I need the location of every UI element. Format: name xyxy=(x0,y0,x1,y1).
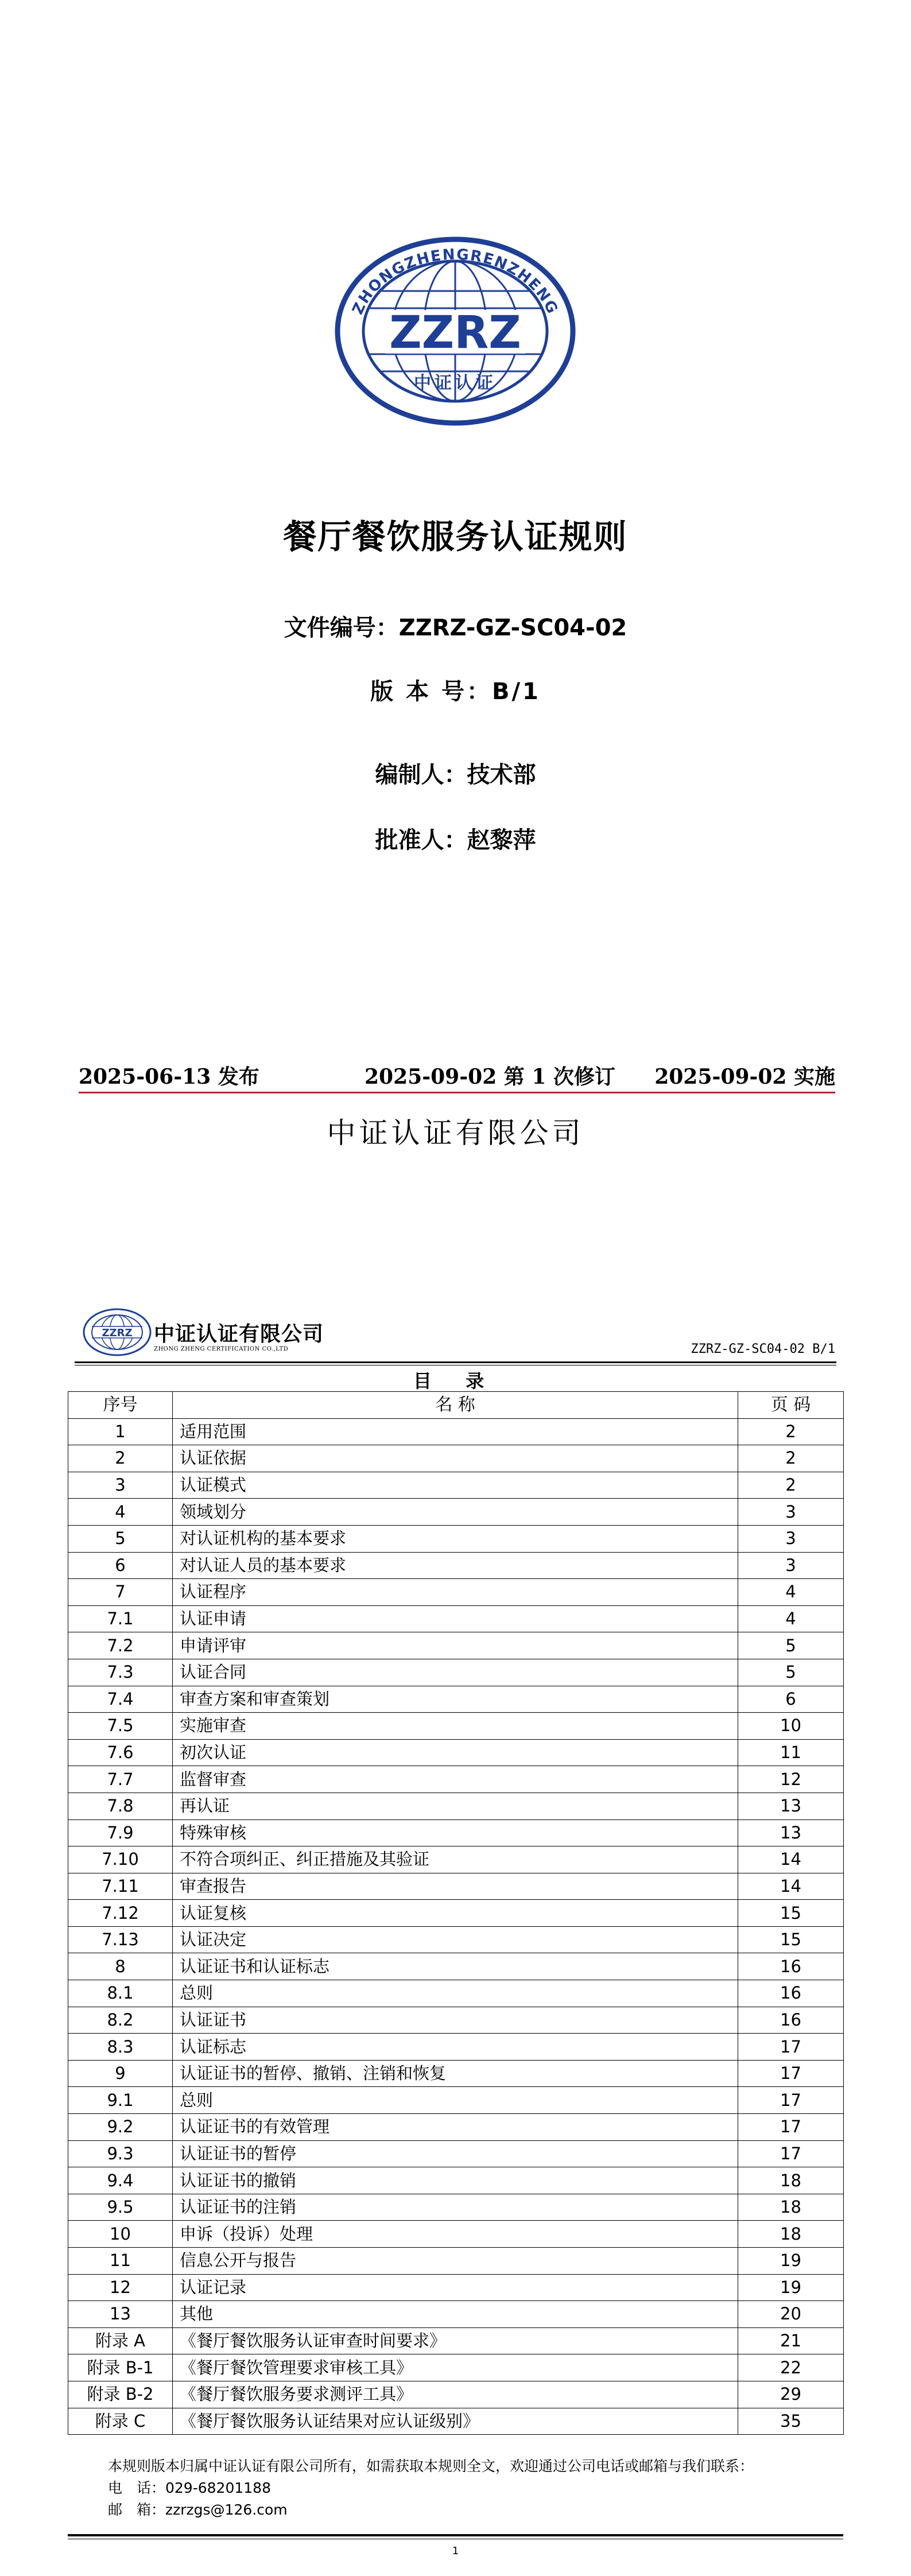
toc-row-title: 不符合项纠正、纠正措施及其验证 xyxy=(173,1846,738,1873)
logo-bottom-text: 中证认证 xyxy=(414,373,497,393)
document-author: 编制人：技术部 xyxy=(375,762,536,788)
toc-row-page: 15 xyxy=(738,1926,844,1953)
toc-row xyxy=(68,2221,844,2248)
cover-page xyxy=(0,0,911,1263)
toc-heading: 目 录 xyxy=(413,1370,498,1392)
toc-row-page: 16 xyxy=(738,2007,844,2034)
toc-row xyxy=(68,2087,844,2114)
toc-row-number: 5 xyxy=(68,1525,173,1552)
toc-body xyxy=(68,1418,844,2435)
toc-row-page: 14 xyxy=(738,1846,844,1873)
toc-row-number: 8.1 xyxy=(68,1980,173,2007)
toc-row-title: 认证复核 xyxy=(173,1900,738,1927)
toc-row-page: 4 xyxy=(738,1605,844,1632)
toc-row xyxy=(68,2034,844,2061)
effective-date: 2025-09-02 实施 xyxy=(654,1065,835,1089)
toc-row-title: 认证证书的注销 xyxy=(173,2194,738,2221)
toc-row-number: 7.6 xyxy=(68,1739,173,1766)
toc-row-number: 7.13 xyxy=(68,1926,173,1953)
toc-row xyxy=(68,1766,844,1793)
toc-row-title: 信息公开与报告 xyxy=(173,2248,738,2275)
toc-row xyxy=(68,1552,844,1579)
toc-row xyxy=(68,1980,844,2007)
toc-row-page: 18 xyxy=(738,2194,844,2221)
toc-row xyxy=(68,2327,844,2354)
toc-row-number: 7 xyxy=(68,1579,173,1606)
toc-row-title: 申请评审 xyxy=(173,1632,738,1659)
toc-row-number: 8.2 xyxy=(68,2007,173,2034)
toc-row-title: 认证标志 xyxy=(173,2034,738,2061)
toc-row-page: 13 xyxy=(738,1820,844,1846)
toc-row xyxy=(68,1713,844,1740)
toc-row-page: 19 xyxy=(738,2274,844,2301)
toc-row-page: 17 xyxy=(738,2114,844,2141)
toc-row-title: 认证证书的有效管理 xyxy=(173,2114,738,2141)
toc-row-title: 《餐厅餐饮服务认证结果对应认证级别》 xyxy=(173,2408,738,2435)
toc-row xyxy=(68,1846,844,1873)
toc-row-title: 认证依据 xyxy=(173,1445,738,1472)
toc-row-number: 7.7 xyxy=(68,1766,173,1793)
toc-row xyxy=(68,1900,844,1927)
toc-row-page: 19 xyxy=(738,2248,844,2275)
logo-center-text: ZZRZ xyxy=(389,307,521,359)
toc-row-title: 特殊审核 xyxy=(173,1820,738,1846)
footer-email: 邮 箱：zzrzgs@126.com xyxy=(108,2501,288,2518)
toc-row xyxy=(68,1418,844,1445)
toc-row-number: 11 xyxy=(68,2248,173,2275)
toc-row-title: 总则 xyxy=(173,1980,738,2007)
toc-row-number: 9.4 xyxy=(68,2167,173,2194)
document-approver: 批准人：赵黎萍 xyxy=(375,827,536,854)
toc-row xyxy=(68,1873,844,1900)
toc-header-row xyxy=(68,1392,844,1419)
toc-row-page: 35 xyxy=(738,2408,844,2435)
document-title: 餐厅餐饮服务认证规则 xyxy=(283,517,628,556)
toc-row xyxy=(68,2408,844,2435)
toc-row-title: 认证证书 xyxy=(173,2007,738,2034)
footer-copyright: 本规则版本归属中证认证有限公司所有，如需获取本规则全文，欢迎通过公司电话或邮箱与我们联系： xyxy=(108,2458,754,2474)
toc-row-number: 8 xyxy=(68,1953,173,1980)
release-date: 2025-06-13 发布 xyxy=(79,1065,259,1089)
toc-row xyxy=(68,1525,844,1552)
toc-row-page: 10 xyxy=(738,1713,844,1740)
toc-row-title: 认证模式 xyxy=(173,1472,738,1499)
toc-row-page: 6 xyxy=(738,1686,844,1713)
cover-divider xyxy=(79,1092,835,1093)
toc-row-page: 11 xyxy=(738,1739,844,1766)
toc-row-page: 17 xyxy=(738,2034,844,2061)
toc-row xyxy=(68,1632,844,1659)
toc-row-title: 总则 xyxy=(173,2087,738,2114)
toc-row-title: 认证证书和认证标志 xyxy=(173,1953,738,1980)
toc-row xyxy=(68,1739,844,1766)
toc-row-number: 8.3 xyxy=(68,2034,173,2061)
toc-row-number: 7.10 xyxy=(68,1846,173,1873)
toc-row-number: 7.3 xyxy=(68,1659,173,1686)
toc-row-number: 2 xyxy=(68,1445,173,1472)
toc-row-number: 12 xyxy=(68,2274,173,2301)
toc-row-title: 认证决定 xyxy=(173,1926,738,1953)
toc-row-number: 附录 B-2 xyxy=(68,2381,173,2408)
toc-row xyxy=(68,1445,844,1472)
toc-row xyxy=(68,2060,844,2087)
toc-row xyxy=(68,1686,844,1713)
toc-row-page: 3 xyxy=(738,1552,844,1579)
toc-row xyxy=(68,2007,844,2034)
toc-row-page: 2 xyxy=(738,1472,844,1499)
toc-row-number: 7.11 xyxy=(68,1873,173,1900)
toc-row xyxy=(68,2274,844,2301)
toc-row-page: 18 xyxy=(738,2167,844,2194)
toc-row-number: 7.1 xyxy=(68,1605,173,1632)
toc-row-title: 对认证机构的基本要求 xyxy=(173,1525,738,1552)
toc-row xyxy=(68,1953,844,1980)
toc-row-title: 认证证书的暂停 xyxy=(173,2140,738,2167)
toc-row-number: 1 xyxy=(68,1418,173,1445)
toc-row-page: 18 xyxy=(738,2221,844,2248)
header-logo-icon xyxy=(82,1308,153,1357)
toc-row-number: 7.5 xyxy=(68,1713,173,1740)
toc-row-title: 领域划分 xyxy=(173,1499,738,1526)
header-company-name: 中证认证有限公司 xyxy=(154,1322,324,1346)
toc-row-title: 再认证 xyxy=(173,1793,738,1820)
toc-row-page: 14 xyxy=(738,1873,844,1900)
toc-row xyxy=(68,1605,844,1632)
toc-row-title: 审查方案和审查策划 xyxy=(173,1686,738,1713)
toc-row-number: 9.2 xyxy=(68,2114,173,2141)
toc-row-page: 20 xyxy=(738,2301,844,2328)
zzrz-logo xyxy=(335,236,576,426)
toc-row xyxy=(68,2301,844,2328)
toc-row-title: 对认证人员的基本要求 xyxy=(173,1552,738,1579)
toc-row-number: 9.3 xyxy=(68,2140,173,2167)
footer-notes xyxy=(108,2455,854,2521)
toc-row-number: 10 xyxy=(68,2221,173,2248)
toc-row-title: 认证记录 xyxy=(173,2274,738,2301)
toc-col-name: 名 称 xyxy=(173,1392,738,1419)
header-doc-code: ZZRZ-GZ-SC04-02 B/1 xyxy=(691,1342,835,1356)
toc-row-title: 《餐厅餐饮管理要求审核工具》 xyxy=(173,2354,738,2381)
toc-row-title: 《餐厅餐饮服务认证审查时间要求》 xyxy=(173,2327,738,2354)
toc-row xyxy=(68,2194,844,2221)
toc-row-number: 4 xyxy=(68,1499,173,1526)
toc-row-title: 认证申请 xyxy=(173,1605,738,1632)
cover-company-name: 中证认证有限公司 xyxy=(327,1116,584,1150)
release-dates xyxy=(79,1061,835,1088)
toc-row-title: 认证证书的暂停、撤销、注销和恢复 xyxy=(173,2060,738,2087)
toc-row xyxy=(68,1659,844,1686)
revision-date: 2025-09-02 第 1 次修订 xyxy=(365,1065,615,1089)
toc-row-page: 22 xyxy=(738,2354,844,2381)
toc-col-no: 序号 xyxy=(68,1392,173,1419)
toc-row-page: 5 xyxy=(738,1659,844,1686)
toc-row-number: 附录 B-1 xyxy=(68,2354,173,2381)
toc-row xyxy=(68,2248,844,2275)
toc-row xyxy=(68,1820,844,1846)
toc-row-title: 实施审查 xyxy=(173,1713,738,1740)
toc-row-page: 5 xyxy=(738,1632,844,1659)
toc-row-number: 9.1 xyxy=(68,2087,173,2114)
toc-row-page: 3 xyxy=(738,1499,844,1526)
toc-row-page: 16 xyxy=(738,1953,844,1980)
toc-row-title: 认证证书的撤销 xyxy=(173,2167,738,2194)
toc-col-page: 页 码 xyxy=(738,1392,844,1419)
toc-row xyxy=(68,2354,844,2381)
toc-row-title: 审查报告 xyxy=(173,1873,738,1900)
toc-row-page: 21 xyxy=(738,2327,844,2354)
toc-row xyxy=(68,2114,844,2141)
toc-row-number: 附录 A xyxy=(68,2327,173,2354)
footer-divider xyxy=(68,2534,843,2536)
header-divider xyxy=(75,1361,836,1363)
toc-row-page: 12 xyxy=(738,1766,844,1793)
toc-row-number: 7.12 xyxy=(68,1900,173,1927)
toc-row-number: 9.5 xyxy=(68,2194,173,2221)
toc-row-page: 17 xyxy=(738,2140,844,2167)
toc-row-page: 2 xyxy=(738,1418,844,1445)
toc-row-number: 6 xyxy=(68,1552,173,1579)
toc-row xyxy=(68,2140,844,2167)
toc-row-title: 《餐厅餐饮服务要求测评工具》 xyxy=(173,2381,738,2408)
toc-row-title: 其他 xyxy=(173,2301,738,2328)
toc-row xyxy=(68,2381,844,2408)
toc-row-number: 7.8 xyxy=(68,1793,173,1820)
toc-row xyxy=(68,1579,844,1606)
toc-row-title: 申诉（投诉）处理 xyxy=(173,2221,738,2248)
toc-row-title: 监督审查 xyxy=(173,1766,738,1793)
footer-phone: 电 话：029-68201188 xyxy=(108,2480,271,2496)
toc-row xyxy=(68,1499,844,1526)
toc-row-page: 13 xyxy=(738,1793,844,1820)
toc-row-page: 17 xyxy=(738,2060,844,2087)
toc-table xyxy=(68,1391,844,2435)
toc-row-title: 初次认证 xyxy=(173,1739,738,1766)
header-company-name-en: ZHONG ZHENG CERTIFICATION CO.,LTD xyxy=(154,1346,289,1352)
toc-row-page: 15 xyxy=(738,1900,844,1927)
toc-row-page: 17 xyxy=(738,2087,844,2114)
svg-text:ZZRZ: ZZRZ xyxy=(102,1327,133,1339)
toc-row-number: 9 xyxy=(68,2060,173,2087)
toc-row-page: 4 xyxy=(738,1579,844,1606)
toc-row xyxy=(68,1793,844,1820)
toc-row xyxy=(68,2167,844,2194)
toc-row-title: 认证合同 xyxy=(173,1659,738,1686)
toc-row-title: 适用范围 xyxy=(173,1418,738,1445)
toc-row-page: 29 xyxy=(738,2381,844,2408)
toc-row-title: 认证程序 xyxy=(173,1579,738,1606)
toc-row-page: 3 xyxy=(738,1525,844,1552)
toc-row-number: 7.2 xyxy=(68,1632,173,1659)
toc-row-number: 7.9 xyxy=(68,1820,173,1846)
logo-ring-text: ZHONGZHENGRENZHENG xyxy=(349,246,561,317)
toc-row-page: 16 xyxy=(738,1980,844,2007)
toc-row xyxy=(68,1472,844,1499)
toc-row-page: 2 xyxy=(738,1445,844,1472)
document-number: 文件编号：ZZRZ-GZ-SC04-02 xyxy=(284,615,627,641)
toc-row-number: 13 xyxy=(68,2301,173,2328)
toc-row xyxy=(68,1926,844,1953)
document-version: 版 本 号：B/1 xyxy=(370,678,541,705)
toc-row-number: 7.4 xyxy=(68,1686,173,1713)
toc-row-number: 附录 C xyxy=(68,2408,173,2435)
toc-row-number: 3 xyxy=(68,1472,173,1499)
page-number: 1 xyxy=(452,2545,459,2557)
